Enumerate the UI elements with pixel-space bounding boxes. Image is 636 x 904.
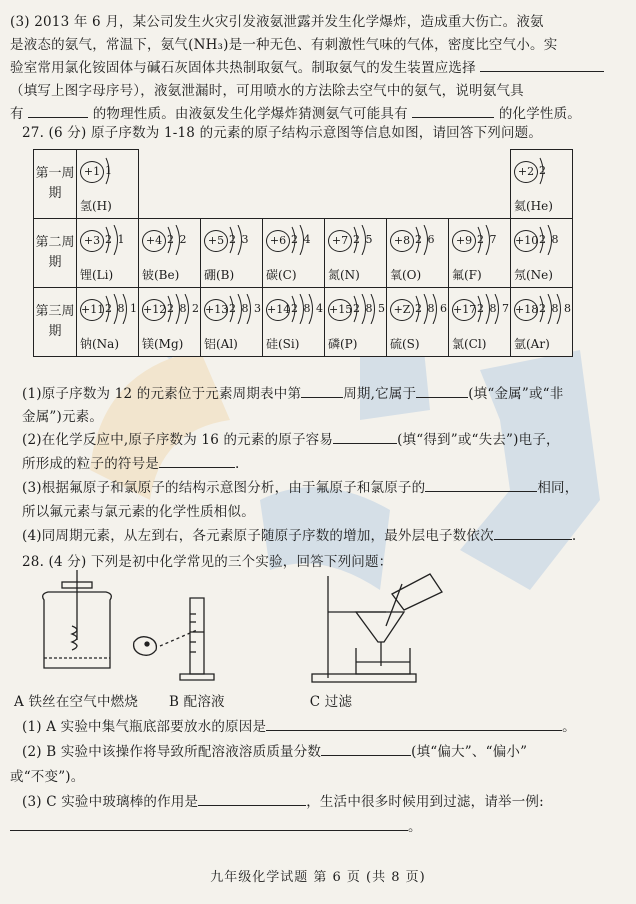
q26-line-3-text: 验室常用氯化铵固体与碱石灰固体共热制取氨气。制取氨气的发生装置应选择	[10, 60, 476, 76]
element-Al: +13 2 8 3 铝(Al)	[201, 288, 263, 357]
element-H: +1 1 氢(H)	[77, 150, 139, 219]
q26-blank-chemical[interactable]	[412, 105, 494, 118]
gas-jar-figure	[43, 570, 112, 668]
element-name: 铍(Be)	[142, 268, 180, 282]
q27-sub4: (4)同周期元素，从左到右，各元素原子随原子序数的增加，最外层电子数依次 .	[22, 528, 577, 544]
element-name: 锂(Li)	[80, 268, 114, 282]
element-Na: +11 2 8 1 钠(Na)	[77, 288, 139, 357]
element-Li: +3 2 1 锂(Li)	[77, 219, 139, 288]
element-name: 氦(He)	[514, 199, 553, 213]
element-name: 硼(B)	[204, 268, 235, 282]
period-label-3: 第三周期	[34, 288, 77, 357]
q27-blank-metal[interactable]	[416, 385, 468, 398]
q27-blank-ion-symbol[interactable]	[159, 455, 235, 468]
element-Mg: +12 2 8 2 镁(Mg)	[139, 288, 201, 357]
q26-line-3	[10, 56, 626, 76]
q28-blank-water-reason[interactable]	[266, 718, 562, 731]
element-name: 氖(Ne)	[514, 268, 553, 282]
element-Si: +14 2 8 4 硅(Si)	[263, 288, 325, 357]
caption-b: B 配溶液	[169, 694, 225, 710]
element-Cl: +17 2 8 7 氯(Cl)	[449, 288, 511, 357]
element-name: 镁(Mg)	[142, 337, 184, 351]
element-He: +2 2 氦(He)	[511, 150, 573, 219]
q28-blank-concentration[interactable]	[321, 743, 411, 756]
q26-line-5-b: 的物理性质。由液氨发生化学爆炸猜测氨气可能具有	[92, 106, 408, 122]
cylinder-figure	[134, 598, 214, 680]
element-B: +5 2 3 硼(B)	[201, 219, 263, 288]
q28-title: 28. (4 分) 下列是初中化学常见的三个实验，回答下列问题：	[22, 554, 393, 570]
q26-blank-physical[interactable]	[28, 105, 88, 118]
q28-blank-example[interactable]	[10, 818, 408, 831]
element-name: 硫(S)	[390, 337, 420, 351]
experiment-figures	[0, 570, 636, 690]
q26-line-5-c: 的化学性质。	[498, 106, 582, 122]
element-name: 碳(C)	[266, 268, 297, 282]
q27-sub2-line1: (2)在化学反应中,原子序数为 16 的元素的原子容易 (填“得到”或“失去”)电子，	[22, 432, 560, 448]
q28-sub2-line1: (2) B 实验中该操作将导致所配溶液溶质质量分数 (填“偏大”、“偏小”	[22, 744, 528, 760]
q26-line-5-a: 有	[10, 106, 24, 122]
q26-line-4: （填写上图字母序号），液氨泄漏时，可用喷水的方法除去空气中的氨气，说明氨气具	[10, 83, 524, 99]
element-N: +7 2 5 氮(N)	[325, 219, 387, 288]
q27-sub3-line2: 所以氟元素与氯元素的化学性质相似。	[22, 504, 255, 520]
q28-blank-glass-rod[interactable]	[198, 793, 306, 806]
element-name: 磷(P)	[328, 337, 358, 351]
q26-line-2: 是液态的氨气，常温下，氨气(NH₃)是一种无色、有刺激性气味的气体，密度比空气小。实	[10, 37, 558, 53]
q28-captions	[14, 690, 630, 710]
q27-sub1-line1: (1)原子序数为 12 的元素位于元素周期表中第 周期,它属于 (填“金属”或“非	[22, 386, 564, 402]
element-name: 氮(N)	[328, 268, 360, 282]
q26-line-1: (3) 2013 年 6 月，某公司发生火灾引发液氨泄露并发生化学爆炸，造成重大伤亡。液氨	[10, 14, 544, 30]
period-label-1: 第一周期	[34, 150, 77, 219]
q26-line-5	[10, 102, 626, 122]
element-name: 氧(O)	[390, 268, 422, 282]
element-C: +6 2 4 碳(C)	[263, 219, 325, 288]
element-F: +9 2 7 氟(F)	[449, 219, 511, 288]
period-label-2: 第二周期	[34, 219, 77, 288]
q28-sub3-line2: 。	[10, 815, 626, 835]
q27-blank-same[interactable]	[425, 479, 537, 492]
element-Ar: +18 2 8 8 氩(Ar)	[511, 288, 573, 357]
element-name: 硅(Si)	[266, 337, 300, 351]
element-Ne: +10 2 8 氖(Ne)	[511, 219, 573, 288]
q27-sub3-line1: (3)根据氟原子和氯原子的结构示意图分析，由于氟原子和氯原子的 相同，	[22, 480, 579, 496]
element-P: +15 2 8 5 磷(P)	[325, 288, 387, 357]
q27-sub1-line2: 金属”)元素。	[22, 409, 104, 425]
filtration-figure	[312, 574, 442, 682]
q27-sub2-line2: 所形成的粒子的符号是 .	[22, 456, 240, 472]
element-O: +8 2 6 氧(O)	[387, 219, 449, 288]
caption-c: C 过滤	[309, 694, 353, 710]
periodic-table	[33, 149, 573, 357]
element-name: 氩(Ar)	[514, 337, 550, 351]
caption-a: A 铁丝在空气中燃烧	[14, 694, 139, 710]
q27-title: 27. (6 分) 原子序数为 1-18 的元素的原子结构示意图等信息如图，请回答下列问题。	[22, 125, 543, 141]
page-footer: 九年级化学试题 第 6 页 (共 8 页)	[210, 870, 426, 885]
element-name: 钠(Na)	[80, 337, 120, 351]
element-name: 氟(F)	[452, 268, 482, 282]
q27-blank-period[interactable]	[301, 385, 343, 398]
q28-sub2-line2: 或“不变”)。	[10, 769, 85, 785]
q28-sub3-line1: (3) C 实验中玻璃棒的作用是 ，生活中很多时候用到过滤，请举一例:	[22, 794, 544, 810]
q28-sub1: (1) A 实验中集气瓶底部要放水的原因是 。	[22, 719, 576, 735]
q27-blank-trend[interactable]	[494, 527, 572, 540]
element-name: 氢(H)	[80, 199, 112, 213]
element-name: 氯(Cl)	[452, 337, 487, 351]
element-S: +Z 2 8 6 硫(S)	[387, 288, 449, 357]
q27-blank-gain-lose[interactable]	[333, 431, 397, 444]
q26-blank-apparatus[interactable]	[480, 59, 604, 72]
element-name: 铝(Al)	[204, 337, 238, 351]
element-Be: +4 2 2 铍(Be)	[139, 219, 201, 288]
